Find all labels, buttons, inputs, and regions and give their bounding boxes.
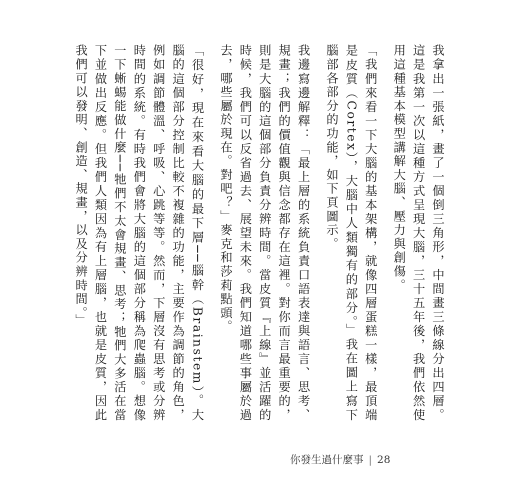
footer-separator: | [368,454,373,466]
paragraph-4: 「很好，現在來看大腦的最下層──腦幹（Brainstem）。大腦的這個部分控制比較不複雜的功能，主要作為調節的角色，例如調節體溫、呼吸、心跳等等。然而，下層沒有思考或分辨時間的系統。有時我們會將大腦的這個部分稱為爬蟲腦。想像一下蜥蜴能做什麼──牠們不太會規畫、思考；牠們大多活在當下並做出反應。但我們人類因為有上層腦，也就是皮質，因此我們可以發明、創造、規畫，以及分辨時間。」 [74,44,205,422]
paragraph-1: 我拿出一張紙，畫了一個倒三角形，中間畫三條線分出四層。這是我第一次以這種方式呈現大腦，三十五年後，我們依然使用這種基本模型講解大腦、壓力與創傷。 [392,44,445,422]
body-text [71,44,447,422]
paragraph-3: 我邊寫邊解釋：「最上層的系統負責口語表達與語言、思考、規畫；我們的價值觀與信念都存在這裡。對你而言最重要的，則是大腦的這個部分負責分辨時間。當皮質『上線』並活躍的時候，我們可以反省過去、展望未來。我們知道哪些事屬於過去，哪些屬於現在。對吧？」麥克和莎莉點頭。 [218,44,311,422]
page-footer [290,452,390,467]
running-title: 你發生過什麼事 [290,454,364,466]
page-number: 28 [377,454,391,466]
paragraph-2: 「我們來看一下大腦的基本架構，就像四層蛋糕一樣，最頂端是皮質（Cortex），大腦中人類獨有的部分。」我在圖上寫下腦部各部分的功能，如下頁圖示。 [324,44,378,422]
